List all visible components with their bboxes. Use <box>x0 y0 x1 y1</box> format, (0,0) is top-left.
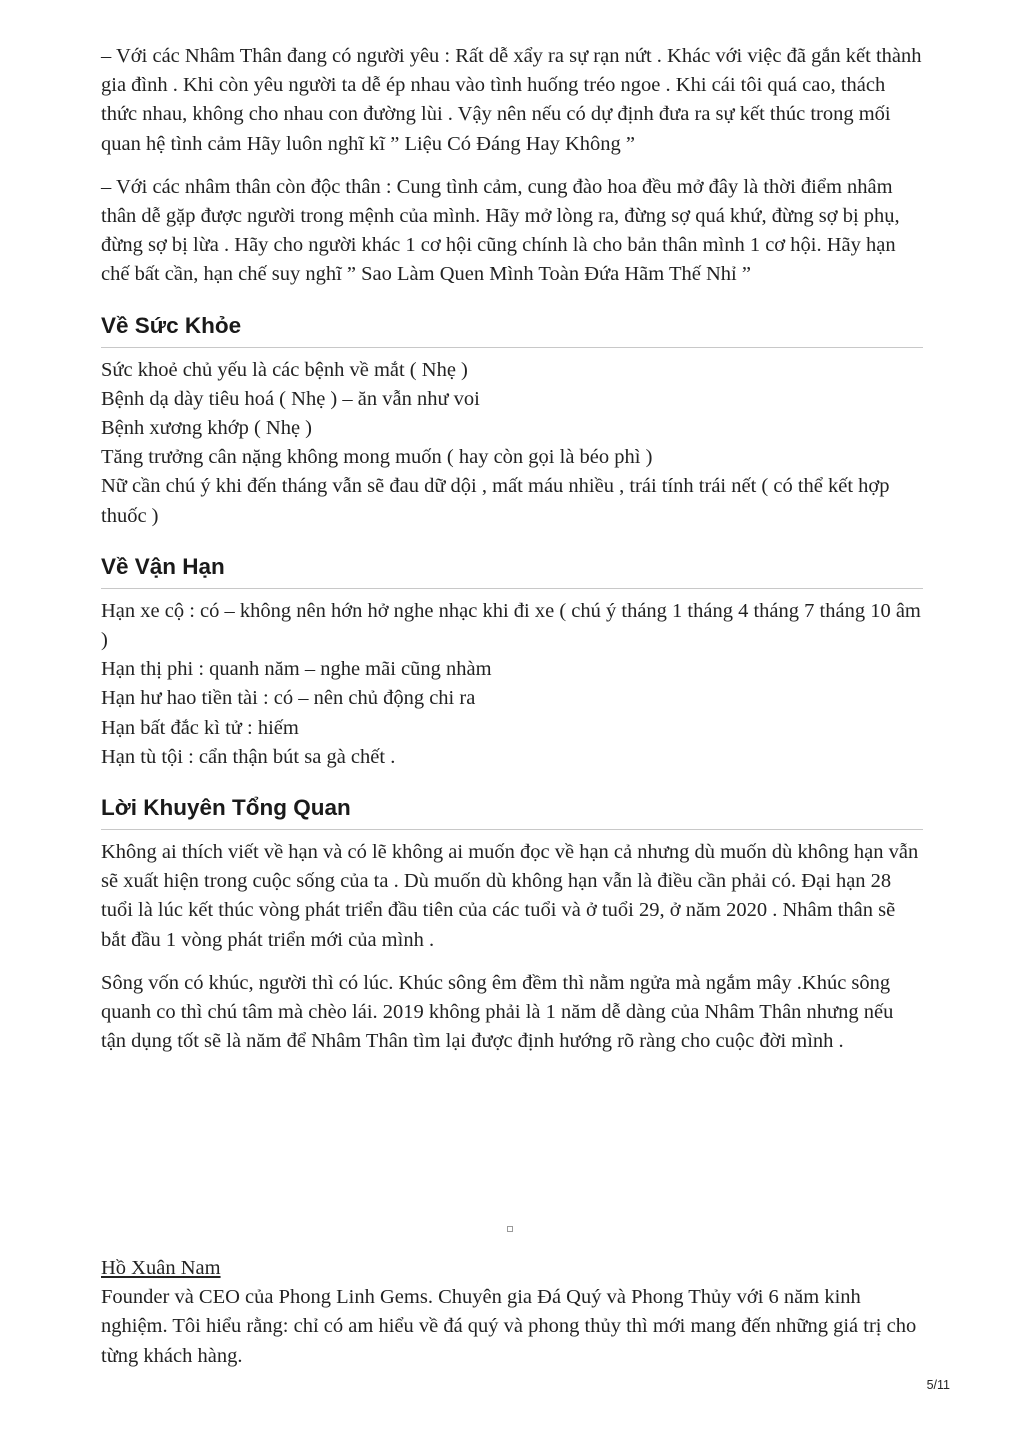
fortune-line: Hạn thị phi : quanh năm – nghe mãi cũng nhàm <box>101 658 492 681</box>
fortune-line: Hạn tù tội : cẩn thận bút sa gà chết . <box>101 745 396 768</box>
author-name-link[interactable]: Hồ Xuân Nam <box>101 1257 221 1279</box>
advice-paragraph: Không ai thích viết về hạn và có lẽ không ai muốn đọc về hạn cả nhưng dù muốn dù không hạn vẫn sẽ xuất hiện trong cuộc sống của ta . Dù muốn dù không hạn vẫn là điều cần phải có. Đại hạn 28 tuổi là lúc kết thúc vòng phát triển đầu tiên của các tuổi và ở tuổi 29, ở năm 2020 . Nhâm thân sẽ bắt đầu 1 vòng phát triển mới của mình . <box>101 841 919 951</box>
intro-paragraph-in-love: – Với các Nhâm Thân đang có người yêu : Rất dễ xẩy ra sự rạn nứt . Khác với việc đã gắn kết thành gia đình . Khi còn yêu người ta dễ ép nhau vào tình huống tréo ngoe . Khi cái tôi quá cao, thách thức nhau, không cho nhau con đường lùi . Vậy nên nếu có dự định đưa ra sự kết thúc trong mối quan hệ tình cảm Hãy luôn nghĩ kĩ ” Liệu Có Đáng Hay Không ” <box>101 45 922 155</box>
health-line: Tăng trưởng cân nặng không mong muốn ( hay còn gọi là béo phì ) <box>101 446 653 469</box>
health-line: Bệnh xương khớp ( Nhẹ ) <box>101 417 312 440</box>
divider-square-icon <box>507 1226 513 1232</box>
author-bio: Founder và CEO của Phong Linh Gems. Chuyên gia Đá Quý và Phong Thủy với 6 năm kinh nghiệm. Tôi hiểu rằng: chỉ có am hiểu về đá quý và phong thủy thì mới mang đến những giá trị cho từng khách hàng. <box>101 1286 917 1367</box>
intro-paragraph-single: – Với các nhâm thân còn độc thân : Cung tình cảm, cung đào hoa đều mở đây là thời điểm nhâm thân dễ gặp được người trong mệnh của mình. Hãy mở lòng ra, đừng sợ quá khứ, đừng sợ bị phụ, đừng sợ bị lừa . Hãy cho người khác 1 cơ hội cũng chính là cho bản thân mình 1 cơ hội. Hãy hạn chế bất cần, hạn chế suy nghĩ ” Sao Làm Quen Mình Toàn Đứa Hãm Thế Nhỉ ” <box>101 175 900 286</box>
author-box <box>101 1254 931 1371</box>
fortune-list <box>101 597 923 772</box>
health-list <box>101 356 923 531</box>
fortune-line: Hạn hư hao tiền tài : có – nên chủ động chi ra <box>101 687 476 710</box>
health-line: Nữ cần chú ý khi đến tháng vẫn sẽ đau dữ dội , mất máu nhiều , trái tính trái nết ( có thể kết hợp thuốc ) <box>101 475 890 527</box>
fortune-heading: Về Vận Hạn <box>101 553 923 589</box>
advice-paragraph: Sông vốn có khúc, người thì có lúc. Khúc sông êm đềm thì nằm ngửa mà ngắm mây .Khúc sông quanh co thì chú tâm mà chèo lái. 2019 không phải là 1 năm dễ dàng của Nhâm Thân nhưng nếu tận dụng tốt sẽ là năm để Nhâm Thân tìm lại được định hướng rõ ràng cho cuộc đời mình . <box>101 971 894 1053</box>
health-line: Sức khoẻ chủ yếu là các bệnh về mắt ( Nhẹ ) <box>101 358 468 381</box>
page-number: 5/11 <box>926 1378 950 1392</box>
article-body <box>101 42 923 1070</box>
health-heading: Về Sức Khỏe <box>101 312 923 348</box>
fortune-line: Hạn bất đắc kì tử : hiếm <box>101 716 299 739</box>
fortune-line: Hạn xe cộ : có – không nên hớn hở nghe nhạc khi đi xe ( chú ý tháng 1 tháng 4 tháng 7 tháng 10 âm ) <box>101 599 921 652</box>
health-line: Bệnh dạ dày tiêu hoá ( Nhẹ ) – ăn vẫn như voi <box>101 387 480 410</box>
advice-heading: Lời Khuyên Tổng Quan <box>101 794 923 830</box>
